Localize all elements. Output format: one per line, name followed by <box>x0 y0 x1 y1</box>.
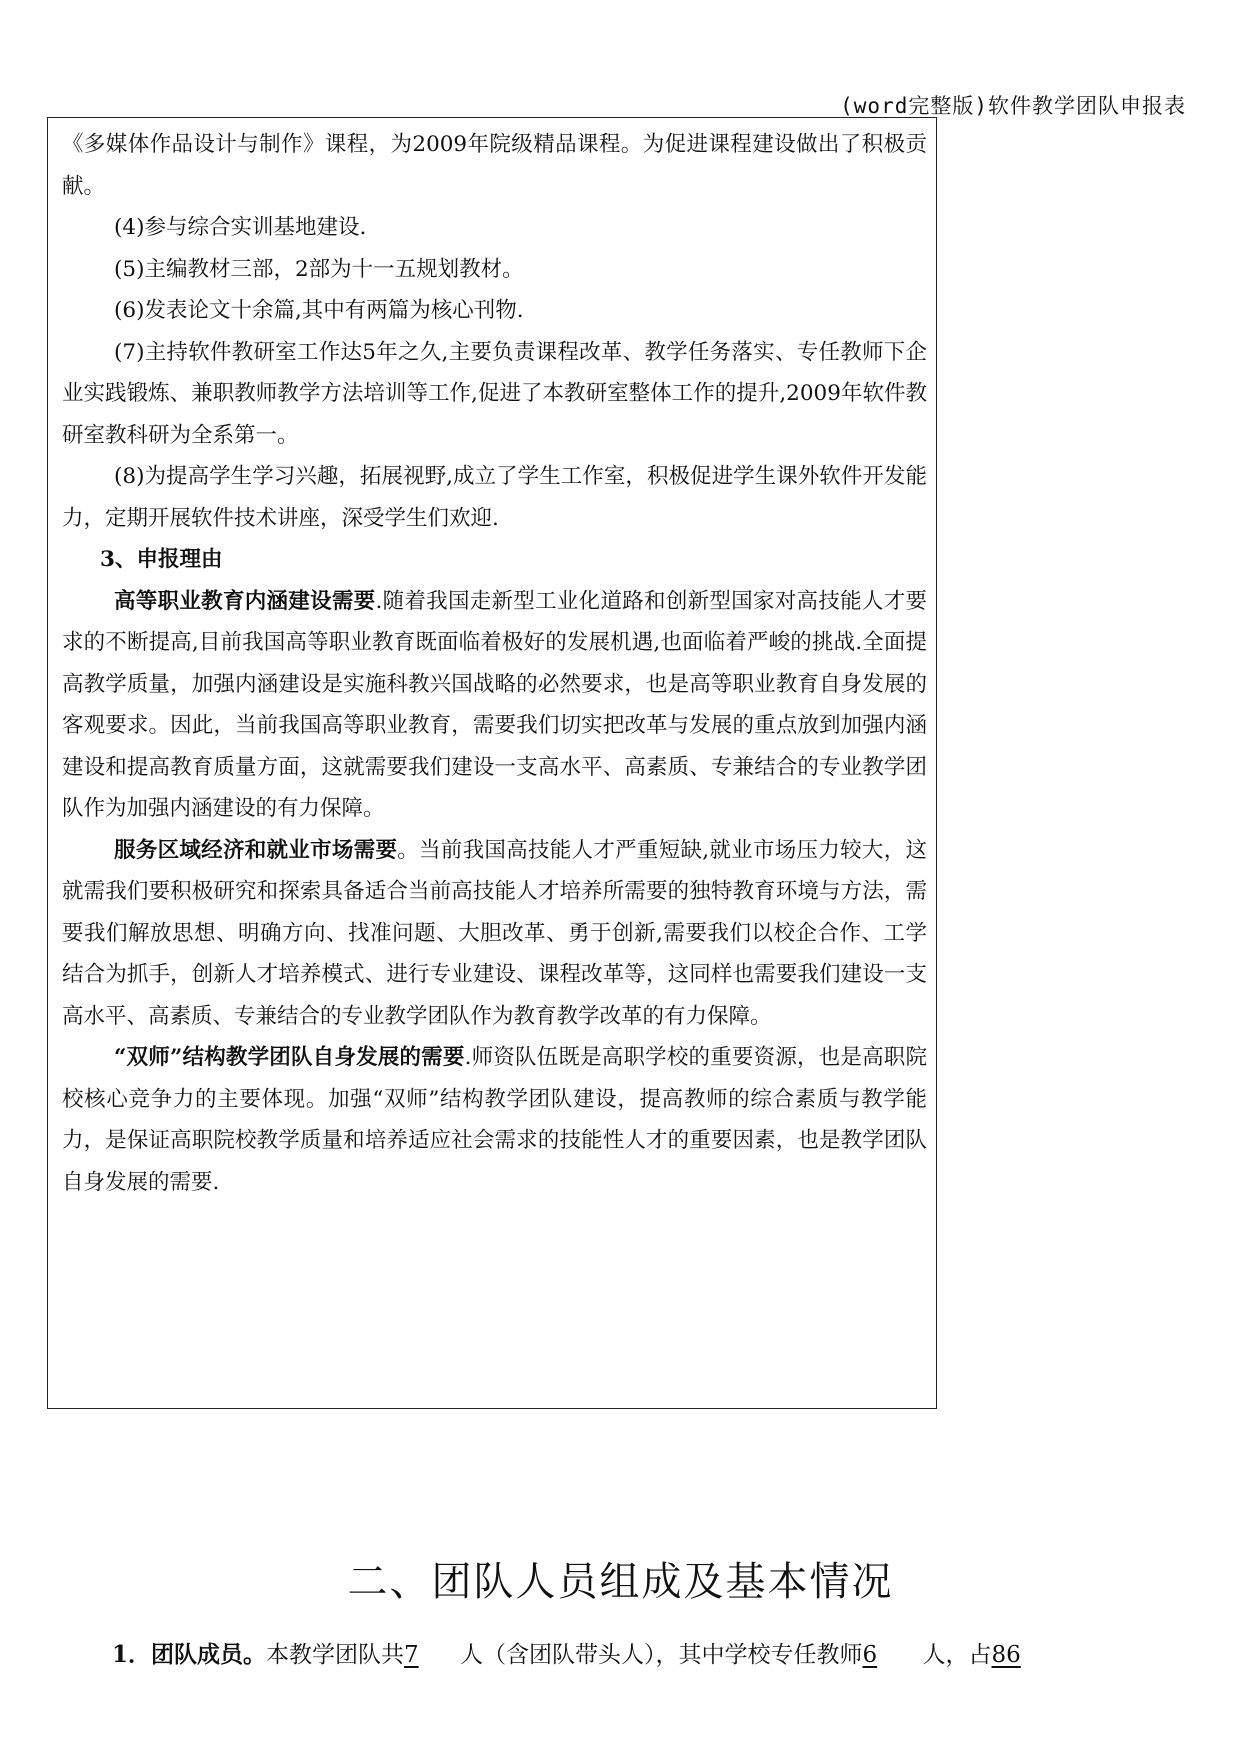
section-title: 二、团队人员组成及基本情况 <box>347 1559 894 1605</box>
reason-3-title: “双师”结构教学团队自身发展的需要 <box>114 1045 465 1070</box>
team-text-1: 本教学团队共 <box>266 1642 405 1668</box>
reason-2-title: 服务区域经济和就业市场需要 <box>114 837 398 863</box>
subheading-reasons: 3、申报理由 <box>100 547 223 572</box>
list-item-7: (7)主持软件教研室工作达5年之久,主要负责课程改革、教学任务落实、专任教师下企业实践锻炼、兼职教师教学方法培训等工作,促进了本教研室整体工作的提升,2009年软件教研室教科研为全系第一。 <box>62 339 927 448</box>
team-members-label: 1．团队成员。 <box>112 1641 267 1668</box>
list-item-6: (6)发表论文十余篇,其中有两篇为核心刊物. <box>114 298 524 323</box>
table-content <box>62 124 927 1203</box>
reason-2-text: 。当前我国高技能人才严重短缺,就业市场压力较大，这就需我们要积极研究和探索具备适合当前高技能人才培养所需要的独特教育环境与方法，需要我们解放思想、明确方向、找准问题、大胆改革、勇于创新,需要我们以校企合作、工学结合为抓手，创新人才培养模式、进行专业建设、课程改革等，这同样也需要我们建设一支高水平、高素质、专兼结合的专业教学团队作为教育教学改革的有力保障。 <box>62 837 927 1029</box>
form-table-cell <box>47 117 937 1409</box>
team-members-line <box>112 1636 1021 1669</box>
reason-1-text: .随着我国走新型工业化道路和创新型国家对高技能人才要求的不断提高,目前我国高等职业教育既面临着极好的发展机遇,也面临着严峻的挑战.全面提高教学质量，加强内涵建设是实施科教兴国战略的必然要求，也是高等职业教育自身发展的客观要求。因此，当前我国高等职业教育，需要我们切实把改革与发展的重点放到加强内涵建设和提高教育质量方面，这就需要我们建设一支高水平、高素质、专兼结合的专业教学团队作为加强内涵建设的有力保障。 <box>62 588 927 821</box>
document-header-title: (word完整版)软件教学团队申报表 <box>840 94 1186 118</box>
team-percent: 86 <box>991 1642 1021 1668</box>
paragraph-reason-1 <box>62 581 927 830</box>
team-total-count: 7 <box>404 1642 419 1668</box>
team-fulltime-count: 6 <box>862 1642 878 1668</box>
list-item-5: (5)主编教材三部，2部为十一五规划教材。 <box>114 256 524 282</box>
paragraph-course: 《多媒体作品设计与制作》课程，为2009年院级精品课程。为促进课程建设做出了积极贡献。 <box>62 132 927 199</box>
list-item-8: (8)为提高学生学习兴趣，拓展视野,成立了学生工作室，积极促进学生课外软件开发能力，定期开展软件技术讲座，深受学生们欢迎. <box>62 464 927 531</box>
list-item-4: (4)参与综合实训基地建设. <box>114 215 367 240</box>
paragraph-reason-3 <box>62 1037 927 1203</box>
paragraph-reason-2 <box>62 830 927 1038</box>
reason-1-title: 高等职业教育内涵建设需要 <box>114 588 376 614</box>
team-text-3: 人，占 <box>922 1642 992 1668</box>
team-text-2: 人（含团队带头人），其中学校专任教师 <box>460 1642 863 1668</box>
reason-3-text: .师资队伍既是高职学校的重要资源，也是高职院校核心竞争力的主要体现。加强“双师”结构教学团队建设，提高教师的综合素质与教学能力，是保证高职院校教学质量和培养适应社会需求的技能性人才的重要因素，也是教学团队自身发展的需要. <box>62 1045 927 1195</box>
